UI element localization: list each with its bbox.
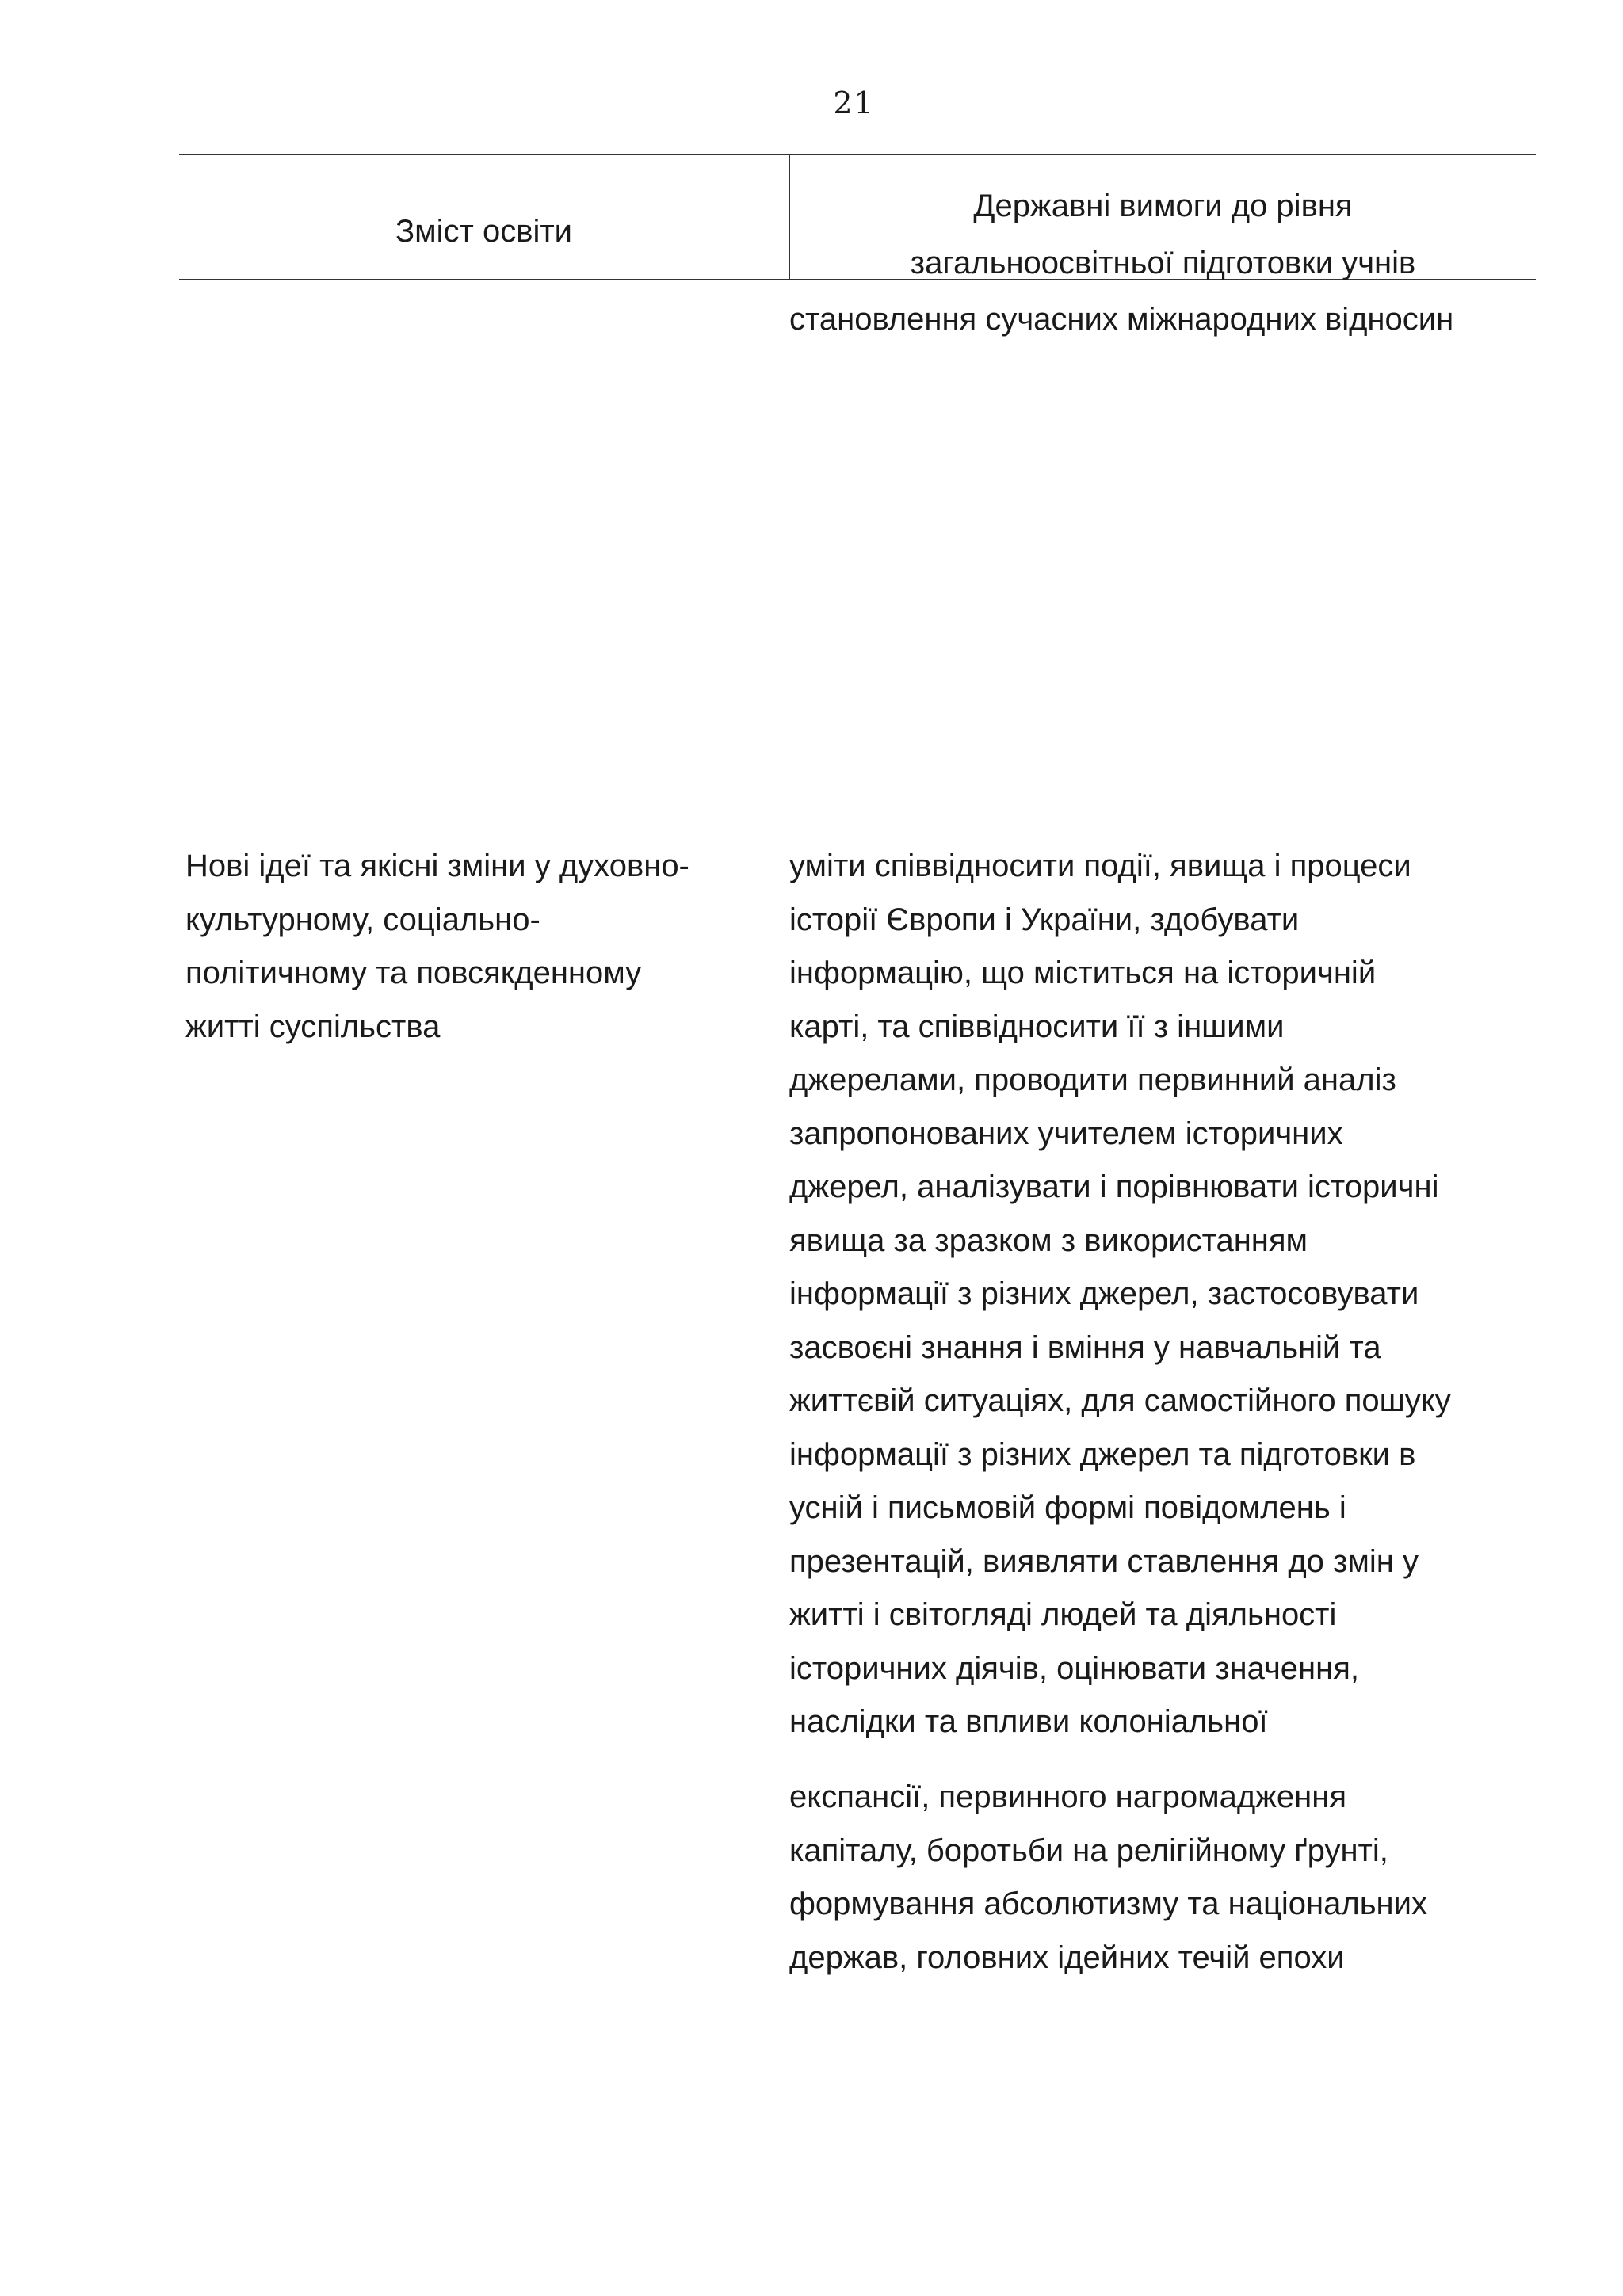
table-header-content: Зміст освіти — [395, 214, 573, 249]
text-line: явища за зразком з використанням — [789, 1222, 1308, 1258]
text-line: історичних діячів, оцінювати значення, — [789, 1650, 1359, 1686]
text-line: інформацію, що міститься на історичній — [789, 955, 1377, 990]
text-line: історії Європи і України, здобувати — [789, 902, 1300, 937]
text-line: презентацій, виявляти ставлення до змін у — [789, 1543, 1419, 1579]
text-line: капіталу, боротьби на релігійному ґрунті, — [789, 1833, 1388, 1868]
text-line: запропонованих учителем історичних — [789, 1116, 1343, 1151]
text-line: засвоєні знання і вміння у навчальній та — [789, 1329, 1381, 1365]
text-line: Нові ідеї та якісні зміни у духовно- — [185, 849, 689, 883]
text-line: держав, головних ідейних течій епохи — [789, 1939, 1345, 1975]
row-requirements-continued — [789, 1771, 1427, 1985]
table-header-requirements — [790, 177, 1536, 292]
page-number: 21 — [833, 86, 875, 120]
text-line: життєвій ситуаціях, для самостійного пошуку — [789, 1383, 1451, 1418]
row-content-cell — [185, 840, 689, 1054]
text-line: усній і письмовій формі повідомлень і — [789, 1490, 1346, 1525]
text-line: інформації з різних джерел, застосовувати — [789, 1276, 1419, 1311]
row-requirements-cell — [789, 840, 1451, 1749]
text-line: експансії, первинного нагромадження — [789, 1779, 1347, 1814]
header-line: Державні вимоги до рівня — [973, 189, 1353, 223]
text-line: формування абсолютизму та національних — [789, 1886, 1427, 1921]
table-top-border — [179, 154, 1536, 155]
header-line: загальноосвітньої підготовки учнів — [910, 246, 1416, 280]
text-line: політичному та повсякденному — [185, 955, 642, 990]
continued-requirements — [789, 293, 1453, 347]
text-line: становлення сучасних міжнародних відносин — [789, 302, 1454, 337]
text-line: джерелами, проводити первинний аналіз — [789, 1062, 1396, 1097]
text-line: наслідки та впливи колоніальної — [789, 1704, 1268, 1739]
text-line: уміти співвідносити події, явища і процеси — [789, 849, 1411, 883]
text-line: культурному, соціально- — [185, 902, 540, 937]
text-line: житті і світогляді людей та діяльності — [789, 1597, 1337, 1632]
text-line: житті суспільства — [185, 1009, 441, 1044]
text-line: джерел, аналізувати і порівнювати історичні — [789, 1169, 1439, 1204]
text-line: карті, та співвідносити її з іншими — [789, 1009, 1285, 1044]
text-line: інформації з різних джерел та підготовки в — [789, 1436, 1416, 1472]
